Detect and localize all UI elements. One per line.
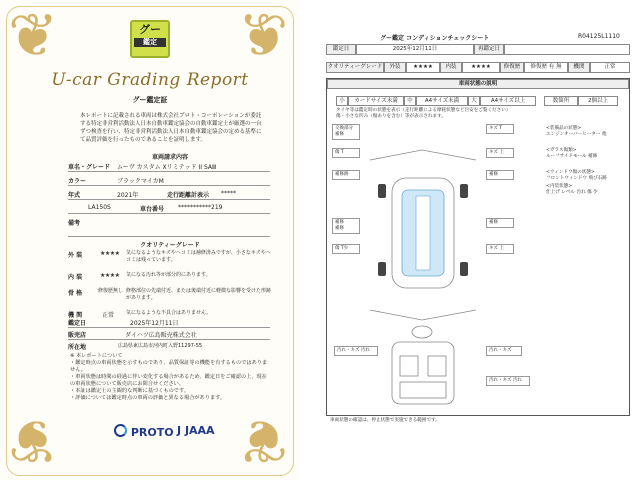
interior-label: 汚れ・キズ: [486, 346, 522, 356]
grade-item-label: 外装: [384, 62, 406, 73]
sheet-footer: 車両状態の確認は、停止状態で実施できる範囲です。: [330, 418, 440, 423]
notes-title: ※ 本レポートについて: [70, 353, 123, 359]
mileage-value: *****: [221, 190, 236, 197]
renewal-date-label: 再鑑定日: [474, 44, 504, 55]
grade-item-value: 正常: [590, 62, 630, 73]
damage-label-left: 傷 T: [332, 148, 360, 158]
note-item: ・本証は鑑定士の主観的な判断に基づくものです。: [70, 388, 189, 394]
appraisal-date-label: 鑑定日: [68, 320, 87, 327]
car-damage-diagram: [330, 120, 510, 410]
grade-label: クオリティーグレード: [326, 62, 384, 73]
date-label: 鑑定日: [326, 44, 356, 55]
appraisal-date-value: 2025年12月11日: [130, 320, 179, 327]
color-value: ブラックマイカM: [117, 178, 164, 185]
legend-cell: カードサイズ未満: [348, 96, 404, 106]
car-interior-view: [392, 326, 454, 404]
proto-logo-text: PROTO: [130, 426, 174, 439]
quality-section-heading: クオリティーグレード: [140, 242, 200, 249]
renewal-date-value: [504, 44, 630, 55]
report-title: U-car Grading Report: [51, 70, 249, 90]
vehicle-name-label: 車名・グレード: [68, 164, 111, 171]
divider: [68, 327, 270, 328]
status-note: タイヤ等は鑑定時の状態を表示（走行距離による摩耗状態など目安をご覧ください）: [336, 108, 511, 113]
divider: [68, 236, 270, 237]
grade-item-label: 修復歴: [500, 62, 524, 73]
note-item: ・鑑定時点の車両状態を示すものであり、品質保証等の機能を有するものではありません。: [70, 360, 268, 373]
quality-text: 気になるようなキズやヘコミは補修済みですが、小さなキズやヘコミは残っています。: [126, 250, 271, 263]
interior-label: 汚れ・キズ 汚れ: [334, 346, 378, 356]
jaaa-logo: [177, 424, 215, 437]
date-value: 2025年12月11日: [356, 44, 474, 55]
dealer-value: ダイハツ広島販売株式会社: [125, 332, 197, 339]
grading-certificate: [0, 0, 300, 480]
side-note: <ガラス傷類> ルーフサイドモール 補修: [546, 148, 598, 159]
condition-check-sheet: [300, 0, 640, 480]
ornament-bottom-left: ❦: [8, 405, 59, 475]
remarks-label: 備考: [68, 220, 81, 227]
certificate-subtitle: グー鑑定証: [132, 96, 168, 104]
quality-row-exterior: [68, 250, 272, 272]
divider: [68, 171, 270, 172]
quality-text: 修格部位の先端付近、または後端付近に軽微な影響を受けた形跡があります。: [126, 288, 272, 301]
damage-label-right: キズ 上: [486, 148, 514, 158]
vehicle-section-heading: 車両請求内容: [151, 154, 188, 161]
status-title: 車両状態の説明: [327, 79, 629, 89]
damage-label-right: 補修: [486, 170, 514, 180]
quality-text: 気になるような不具合はありません。: [126, 310, 212, 316]
damage-label-left: 交換部分 補修: [332, 124, 360, 140]
legend-cell: A4サイズ以上: [480, 96, 536, 106]
year-value: 2021年: [117, 192, 139, 199]
quality-repair-history: 修復歴無し: [98, 288, 124, 294]
divider: [68, 199, 270, 200]
legend-cell: 数箇所: [544, 96, 578, 106]
sheet-title: グー鑑定 コンディションチェックシート: [380, 35, 490, 42]
side-note: <装備品の状態> エンジンオーバーヒーター 他: [546, 126, 607, 137]
status-note-2: 傷・小さな凹み（傷ありを含む）等が表示されます。: [336, 114, 446, 119]
proto-logo-icon: [114, 424, 127, 437]
side-note: <内装状態> 仕上げ レベル 汚れ 傷 少: [546, 184, 598, 195]
damage-label-right: キズ T: [486, 124, 514, 134]
quality-label: 内 装: [68, 274, 83, 281]
chassis-value: ***********219: [178, 204, 223, 211]
chassis-label: 車台番号: [140, 206, 165, 213]
car-top-view: [370, 150, 476, 320]
damage-label-left: 補修 補修: [332, 218, 360, 234]
quality-label: 外 装: [68, 252, 83, 259]
note-item: ・評価については鑑定時点の車両の評価と異なる場合があります。: [70, 395, 226, 401]
report-notes: [70, 353, 270, 402]
mileage-label: 走行距離計表示: [167, 192, 210, 199]
quality-stars: ★★★★: [100, 272, 120, 279]
grade-item-value: 修復歴 有 無: [524, 62, 568, 73]
goo-appraisal-badge: [130, 20, 170, 58]
side-note: <ウィンドウ傷の状態> フロントウィンドウ 飛び石跡: [546, 170, 607, 181]
legend-cell: A4サイズ未満: [416, 96, 468, 106]
quality-row-interior: [68, 272, 272, 288]
quality-row-frame: [68, 288, 272, 310]
grade-item-label: 機関: [568, 62, 590, 73]
jaaa-logo-text: JAAA: [184, 424, 215, 437]
dealer-label: 販売店: [68, 332, 87, 339]
quality-engine-status: 正常: [102, 312, 115, 319]
quality-text: 気になる汚れ等が部分的にあります。: [126, 272, 211, 278]
divider: [68, 339, 270, 340]
ornament-top-right: ❦: [238, 1, 289, 71]
model-value: LA150S: [88, 204, 111, 211]
note-item: ・車両状態は時間の経過に伴い変化する場合があるため、鑑定日をご確認の上、現在の車両状態について販売店にお問合せください。: [70, 374, 267, 387]
damage-label-right: キズ 上: [486, 244, 514, 254]
ornament-bottom-right: ❦: [238, 405, 289, 475]
quality-stars: ★★★★: [100, 250, 120, 257]
grade-item-value: ★★★★: [462, 62, 500, 73]
jaaa-logo-icon: J: [177, 424, 182, 437]
certificate-description: 本レポートに記載される車両は株式会社プロト・コーポレーションが委託する特定非営利活動法人日本自動車鑑定協会の自動車鑑定士が厳選の一台ずつ検査を行い、特定非営利活動法人日本自動車鑑定協会の定める基準にて品質評価を行ったものであることを証明します。: [80, 113, 262, 143]
address-value: 広島県東広島市河内町入野11297-55: [118, 343, 203, 349]
divider: [68, 185, 270, 186]
quality-label: 機 関: [68, 312, 83, 319]
address-label: 所在地: [68, 344, 87, 351]
vehicle-name-value: ムーヴ カスタム Xリミテッド II SAⅢ: [117, 164, 217, 171]
sheet-code: R04125L1110: [578, 33, 620, 40]
ornament-top-left: ❦: [8, 1, 59, 71]
damage-label-left: 傷 T少: [332, 244, 360, 254]
damage-label-left: 補修跡: [332, 170, 360, 180]
grade-item-value: ★★★★: [406, 62, 440, 73]
year-label: 年式: [68, 192, 81, 199]
legend-cell: 大: [468, 96, 480, 106]
badge-bottom-text: 鑑定: [134, 38, 166, 47]
damage-label-right: 補修: [486, 218, 514, 228]
color-label: カラー: [68, 178, 87, 185]
divider: [68, 213, 270, 214]
quality-list: [68, 250, 272, 322]
grade-item-label: 内装: [440, 62, 462, 73]
proto-logo: [114, 424, 174, 439]
interior-label: 汚れ・キズ 汚れ: [486, 376, 530, 386]
badge-top-text: グー: [139, 23, 161, 36]
quality-label: 骨 格: [68, 290, 83, 297]
legend-cell: 2個以上: [578, 96, 618, 106]
legend-cell: 小: [336, 96, 348, 106]
legend-cell: 中: [404, 96, 416, 106]
